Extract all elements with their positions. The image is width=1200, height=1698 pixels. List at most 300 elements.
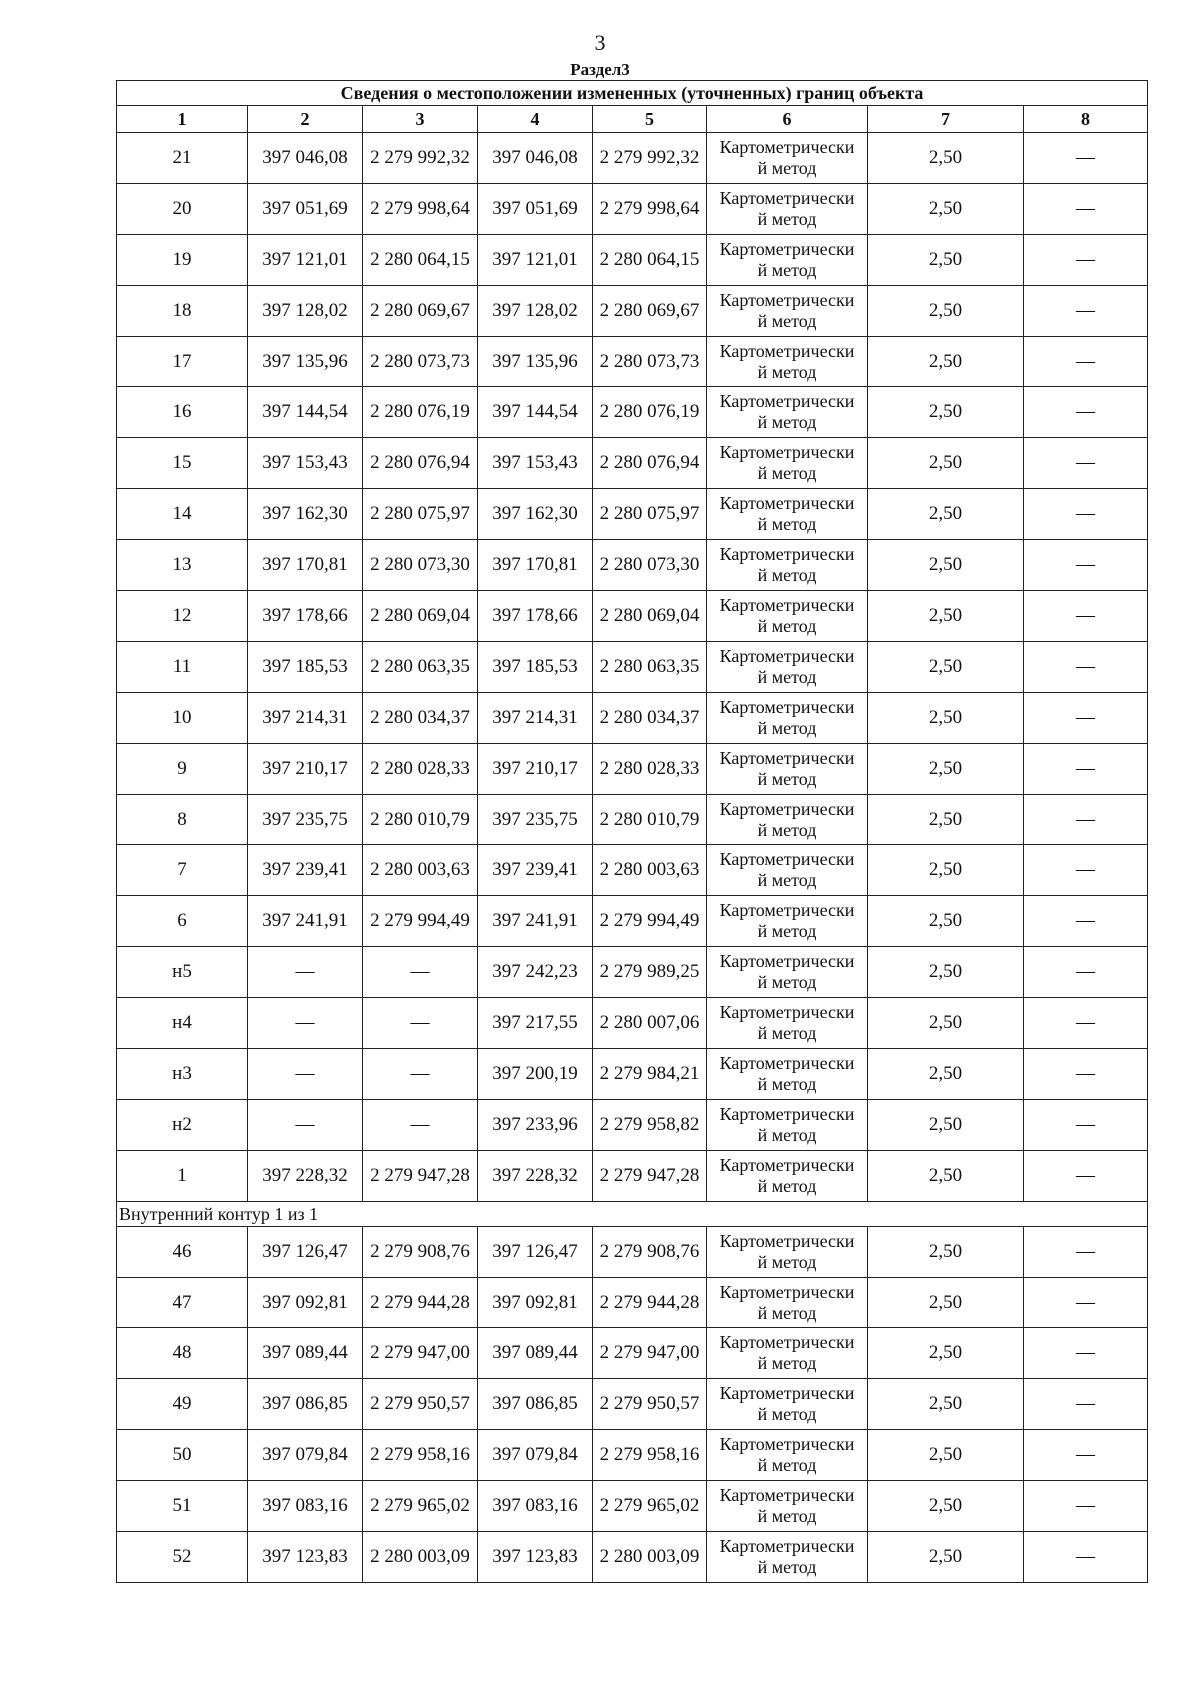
description-cell: — — [1024, 489, 1148, 540]
x-existing-cell: 397 178,66 — [248, 591, 363, 642]
description-cell: — — [1024, 133, 1148, 184]
method-cell — [707, 1328, 868, 1379]
method-text-line1: Картометрически — [719, 645, 855, 666]
table-row — [117, 336, 1148, 387]
method-text-line1: Картометрически — [719, 1002, 855, 1023]
point-number-cell: 15 — [117, 438, 248, 489]
x-new-cell: 397 123,83 — [478, 1532, 593, 1583]
y-new-cell: 2 280 073,30 — [593, 540, 707, 591]
method-text-line2: й метод — [757, 208, 817, 229]
column-number: 3 — [363, 106, 478, 133]
description-cell: — — [1024, 540, 1148, 591]
table-row — [117, 1328, 1148, 1379]
y-existing-cell: 2 279 947,00 — [363, 1328, 478, 1379]
table-caption: Сведения о местоположении измененных (уточненных) границ объекта — [117, 81, 1148, 106]
column-number: 1 — [117, 106, 248, 133]
x-new-cell: 397 170,81 — [478, 540, 593, 591]
description-cell: — — [1024, 1099, 1148, 1150]
table-row — [117, 1277, 1148, 1328]
x-new-cell: 397 144,54 — [478, 387, 593, 438]
table-row — [117, 641, 1148, 692]
x-new-cell: 397 185,53 — [478, 641, 593, 692]
description-cell: — — [1024, 998, 1148, 1049]
x-existing-cell: — — [248, 947, 363, 998]
x-new-cell: 397 092,81 — [478, 1277, 593, 1328]
x-existing-cell: 397 086,85 — [248, 1379, 363, 1430]
method-cell — [707, 591, 868, 642]
y-new-cell: 2 280 063,35 — [593, 641, 707, 692]
point-number-cell: 7 — [117, 845, 248, 896]
point-number-cell: 19 — [117, 234, 248, 285]
column-number: 2 — [248, 106, 363, 133]
method-cell — [707, 234, 868, 285]
description-cell: — — [1024, 234, 1148, 285]
method-text-line1: Картометрически — [719, 1485, 855, 1506]
description-cell: — — [1024, 1430, 1148, 1481]
y-existing-cell: 2 279 998,64 — [363, 183, 478, 234]
point-number-cell: н5 — [117, 947, 248, 998]
method-text-line1: Картометрически — [719, 289, 855, 310]
description-cell: — — [1024, 387, 1148, 438]
description-cell: — — [1024, 1328, 1148, 1379]
method-cell — [707, 1430, 868, 1481]
y-new-cell: 2 280 076,94 — [593, 438, 707, 489]
description-cell: — — [1024, 896, 1148, 947]
method-text-line1: Картометрически — [719, 187, 855, 208]
point-number-cell: 20 — [117, 183, 248, 234]
y-new-cell: 2 280 003,09 — [593, 1532, 707, 1583]
table-row — [117, 1532, 1148, 1583]
x-existing-cell: 397 079,84 — [248, 1430, 363, 1481]
x-existing-cell: 397 241,91 — [248, 896, 363, 947]
point-number-cell: 16 — [117, 387, 248, 438]
method-text-line2: й метод — [757, 514, 817, 535]
method-cell — [707, 743, 868, 794]
x-existing-cell: 397 239,41 — [248, 845, 363, 896]
method-text-line2: й метод — [757, 615, 817, 636]
method-text-line1: Картометрически — [719, 696, 855, 717]
x-existing-cell: 397 121,01 — [248, 234, 363, 285]
x-existing-cell: 397 128,02 — [248, 285, 363, 336]
y-existing-cell: 2 279 944,28 — [363, 1277, 478, 1328]
table-row — [117, 845, 1148, 896]
accuracy-cell: 2,50 — [868, 1277, 1024, 1328]
x-new-cell: 397 162,30 — [478, 489, 593, 540]
description-cell: — — [1024, 438, 1148, 489]
description-cell: — — [1024, 1277, 1148, 1328]
x-existing-cell: 397 089,44 — [248, 1328, 363, 1379]
column-number: 6 — [707, 106, 868, 133]
accuracy-cell: 2,50 — [868, 794, 1024, 845]
method-text-line2: й метод — [757, 310, 817, 331]
table-row — [117, 234, 1148, 285]
method-text-line1: Картометрически — [719, 1434, 855, 1455]
x-new-cell: 397 051,69 — [478, 183, 593, 234]
point-number-cell: 6 — [117, 896, 248, 947]
accuracy-cell: 2,50 — [868, 896, 1024, 947]
x-existing-cell: 397 170,81 — [248, 540, 363, 591]
table-row — [117, 1150, 1148, 1201]
method-cell — [707, 336, 868, 387]
x-new-cell: 397 200,19 — [478, 1049, 593, 1100]
x-existing-cell: 397 214,31 — [248, 692, 363, 743]
table-row — [117, 591, 1148, 642]
accuracy-cell: 2,50 — [868, 285, 1024, 336]
inner-contour-row — [117, 1201, 1148, 1226]
method-cell — [707, 947, 868, 998]
method-text-line2: й метод — [757, 717, 817, 738]
method-cell — [707, 1049, 868, 1100]
method-text-line1: Картометрически — [719, 1154, 855, 1175]
method-cell — [707, 1277, 868, 1328]
y-existing-cell: 2 280 063,35 — [363, 641, 478, 692]
y-new-cell: 2 280 028,33 — [593, 743, 707, 794]
accuracy-cell: 2,50 — [868, 540, 1024, 591]
method-cell — [707, 1481, 868, 1532]
x-existing-cell: 397 126,47 — [248, 1226, 363, 1277]
x-existing-cell: 397 153,43 — [248, 438, 363, 489]
y-existing-cell: 2 280 069,04 — [363, 591, 478, 642]
description-cell: — — [1024, 1481, 1148, 1532]
method-text-line1: Картометрически — [719, 136, 855, 157]
column-number: 8 — [1024, 106, 1148, 133]
y-existing-cell: — — [363, 1099, 478, 1150]
accuracy-cell: 2,50 — [868, 1150, 1024, 1201]
accuracy-cell: 2,50 — [868, 1099, 1024, 1150]
x-new-cell: 397 242,23 — [478, 947, 593, 998]
method-text-line2: й метод — [757, 1251, 817, 1272]
method-text-line2: й метод — [757, 921, 817, 942]
table-row — [117, 285, 1148, 336]
description-cell: — — [1024, 1379, 1148, 1430]
y-new-cell: 2 279 950,57 — [593, 1379, 707, 1430]
y-existing-cell: 2 279 950,57 — [363, 1379, 478, 1430]
method-text-line1: Картометрически — [719, 1535, 855, 1556]
method-cell — [707, 692, 868, 743]
description-cell: — — [1024, 692, 1148, 743]
x-existing-cell: 397 046,08 — [248, 133, 363, 184]
y-existing-cell: 2 279 947,28 — [363, 1150, 478, 1201]
method-text-line1: Картометрически — [719, 340, 855, 361]
method-text-line1: Картометрически — [719, 798, 855, 819]
y-new-cell: 2 280 034,37 — [593, 692, 707, 743]
x-new-cell: 397 235,75 — [478, 794, 593, 845]
method-text-line2: й метод — [757, 1404, 817, 1425]
table-row — [117, 133, 1148, 184]
description-cell: — — [1024, 591, 1148, 642]
x-new-cell: 397 086,85 — [478, 1379, 593, 1430]
x-new-cell: 397 083,16 — [478, 1481, 593, 1532]
table-row — [117, 489, 1148, 540]
description-cell: — — [1024, 845, 1148, 896]
x-existing-cell: 397 185,53 — [248, 641, 363, 692]
method-text-line2: й метод — [757, 972, 817, 993]
x-existing-cell: 397 083,16 — [248, 1481, 363, 1532]
x-existing-cell: — — [248, 1049, 363, 1100]
method-cell — [707, 1150, 868, 1201]
point-number-cell: 17 — [117, 336, 248, 387]
y-new-cell: 2 279 992,32 — [593, 133, 707, 184]
y-new-cell: 2 280 073,73 — [593, 336, 707, 387]
page-number: 3 — [594, 30, 606, 55]
point-number-cell: 9 — [117, 743, 248, 794]
x-existing-cell: — — [248, 998, 363, 1049]
description-cell: — — [1024, 336, 1148, 387]
x-existing-cell: 397 210,17 — [248, 743, 363, 794]
method-text-line1: Картометрически — [719, 238, 855, 259]
x-new-cell: 397 128,02 — [478, 285, 593, 336]
table-row — [117, 692, 1148, 743]
accuracy-cell: 2,50 — [868, 1379, 1024, 1430]
x-new-cell: 397 046,08 — [478, 133, 593, 184]
method-text-line2: й метод — [757, 1302, 817, 1323]
point-number-cell: 52 — [117, 1532, 248, 1583]
x-new-cell: 397 214,31 — [478, 692, 593, 743]
point-number-cell: 8 — [117, 794, 248, 845]
y-new-cell: 2 279 947,00 — [593, 1328, 707, 1379]
method-text-line2: й метод — [757, 412, 817, 433]
point-number-cell: 48 — [117, 1328, 248, 1379]
point-number-cell: 10 — [117, 692, 248, 743]
y-existing-cell: 2 280 069,67 — [363, 285, 478, 336]
method-text-line2: й метод — [757, 1175, 817, 1196]
y-existing-cell: 2 280 076,19 — [363, 387, 478, 438]
y-new-cell: 2 280 069,67 — [593, 285, 707, 336]
method-text-line1: Картометрически — [719, 391, 855, 412]
x-existing-cell: 397 162,30 — [248, 489, 363, 540]
accuracy-cell: 2,50 — [868, 641, 1024, 692]
table-row — [117, 387, 1148, 438]
description-cell: — — [1024, 183, 1148, 234]
description-cell: — — [1024, 947, 1148, 998]
y-existing-cell: 2 280 076,94 — [363, 438, 478, 489]
method-text-line2: й метод — [757, 1124, 817, 1145]
description-cell: — — [1024, 285, 1148, 336]
accuracy-cell: 2,50 — [868, 1328, 1024, 1379]
inner-contour-label: Внутренний контур 1 из 1 — [117, 1201, 1148, 1226]
x-existing-cell: 397 092,81 — [248, 1277, 363, 1328]
point-number-cell: 14 — [117, 489, 248, 540]
table-row — [117, 743, 1148, 794]
x-new-cell: 397 079,84 — [478, 1430, 593, 1481]
method-text-line1: Картометрически — [719, 1103, 855, 1124]
y-existing-cell: — — [363, 947, 478, 998]
y-new-cell: 2 280 007,06 — [593, 998, 707, 1049]
x-existing-cell: 397 051,69 — [248, 183, 363, 234]
method-text-line2: й метод — [757, 870, 817, 891]
table-row — [117, 1099, 1148, 1150]
point-number-cell: н3 — [117, 1049, 248, 1100]
y-existing-cell: 2 280 075,97 — [363, 489, 478, 540]
method-text-line1: Картометрически — [719, 1230, 855, 1251]
method-text-line2: й метод — [757, 1506, 817, 1527]
method-cell — [707, 641, 868, 692]
y-existing-cell: 2 279 965,02 — [363, 1481, 478, 1532]
y-existing-cell: 2 279 994,49 — [363, 896, 478, 947]
point-number-cell: 47 — [117, 1277, 248, 1328]
x-new-cell: 397 089,44 — [478, 1328, 593, 1379]
table-row — [117, 794, 1148, 845]
point-number-cell: 11 — [117, 641, 248, 692]
y-new-cell: 2 280 069,04 — [593, 591, 707, 642]
method-text-line1: Картометрически — [719, 442, 855, 463]
method-text-line2: й метод — [757, 463, 817, 484]
table-row — [117, 1049, 1148, 1100]
method-text-line2: й метод — [757, 361, 817, 382]
method-text-line1: Картометрически — [719, 951, 855, 972]
x-new-cell: 397 178,66 — [478, 591, 593, 642]
y-new-cell: 2 279 947,28 — [593, 1150, 707, 1201]
method-text-line1: Картометрически — [719, 493, 855, 514]
point-number-cell: 13 — [117, 540, 248, 591]
point-number-cell: 50 — [117, 1430, 248, 1481]
accuracy-cell: 2,50 — [868, 489, 1024, 540]
method-cell — [707, 489, 868, 540]
boundary-coordinates-table — [116, 80, 1148, 1583]
x-new-cell: 397 135,96 — [478, 336, 593, 387]
point-number-cell: 49 — [117, 1379, 248, 1430]
y-new-cell: 2 280 003,63 — [593, 845, 707, 896]
method-cell — [707, 794, 868, 845]
x-new-cell: 397 228,32 — [478, 1150, 593, 1201]
table-row — [117, 1430, 1148, 1481]
y-new-cell: 2 279 989,25 — [593, 947, 707, 998]
method-text-line1: Картометрически — [719, 900, 855, 921]
x-new-cell: 397 126,47 — [478, 1226, 593, 1277]
point-number-cell: н2 — [117, 1099, 248, 1150]
method-text-line2: й метод — [757, 819, 817, 840]
accuracy-cell: 2,50 — [868, 438, 1024, 489]
x-new-cell: 397 241,91 — [478, 896, 593, 947]
method-text-line1: Картометрически — [719, 1052, 855, 1073]
method-cell — [707, 183, 868, 234]
x-new-cell: 397 217,55 — [478, 998, 593, 1049]
point-number-cell: н4 — [117, 998, 248, 1049]
y-new-cell: 2 279 908,76 — [593, 1226, 707, 1277]
method-text-line2: й метод — [757, 768, 817, 789]
y-new-cell: 2 279 998,64 — [593, 183, 707, 234]
table-row — [117, 896, 1148, 947]
accuracy-cell: 2,50 — [868, 1481, 1024, 1532]
y-new-cell: 2 279 958,16 — [593, 1430, 707, 1481]
method-cell — [707, 845, 868, 896]
y-existing-cell: 2 280 028,33 — [363, 743, 478, 794]
column-number: 4 — [478, 106, 593, 133]
method-text-line2: й метод — [757, 157, 817, 178]
y-existing-cell: 2 280 010,79 — [363, 794, 478, 845]
method-text-line2: й метод — [757, 1073, 817, 1094]
accuracy-cell: 2,50 — [868, 998, 1024, 1049]
method-cell — [707, 1532, 868, 1583]
method-text-line1: Картометрически — [719, 594, 855, 615]
y-new-cell: 2 280 010,79 — [593, 794, 707, 845]
method-text-line1: Картометрически — [719, 747, 855, 768]
method-cell — [707, 896, 868, 947]
accuracy-cell: 2,50 — [868, 591, 1024, 642]
method-cell — [707, 1379, 868, 1430]
method-cell — [707, 540, 868, 591]
accuracy-cell: 2,50 — [868, 1226, 1024, 1277]
point-number-cell: 18 — [117, 285, 248, 336]
point-number-cell: 12 — [117, 591, 248, 642]
method-cell — [707, 387, 868, 438]
method-text-line1: Картометрически — [719, 1281, 855, 1302]
method-cell — [707, 133, 868, 184]
method-cell — [707, 285, 868, 336]
y-existing-cell: 2 279 992,32 — [363, 133, 478, 184]
table-row — [117, 998, 1148, 1049]
x-existing-cell: 397 228,32 — [248, 1150, 363, 1201]
method-text-line1: Картометрически — [719, 544, 855, 565]
y-new-cell: 2 280 076,19 — [593, 387, 707, 438]
accuracy-cell: 2,50 — [868, 234, 1024, 285]
x-existing-cell: 397 144,54 — [248, 387, 363, 438]
method-text-line1: Картометрически — [719, 849, 855, 870]
description-cell: — — [1024, 1532, 1148, 1583]
method-text-line2: й метод — [757, 259, 817, 280]
x-new-cell: 397 153,43 — [478, 438, 593, 489]
table-row — [117, 183, 1148, 234]
y-new-cell: 2 279 994,49 — [593, 896, 707, 947]
method-cell — [707, 1226, 868, 1277]
accuracy-cell: 2,50 — [868, 133, 1024, 184]
table-row — [117, 1481, 1148, 1532]
y-new-cell: 2 279 984,21 — [593, 1049, 707, 1100]
x-existing-cell: 397 235,75 — [248, 794, 363, 845]
section-title: Раздел3 — [570, 60, 630, 79]
y-new-cell: 2 279 944,28 — [593, 1277, 707, 1328]
y-existing-cell: 2 279 908,76 — [363, 1226, 478, 1277]
method-text-line2: й метод — [757, 1353, 817, 1374]
accuracy-cell: 2,50 — [868, 692, 1024, 743]
x-existing-cell: 397 123,83 — [248, 1532, 363, 1583]
accuracy-cell: 2,50 — [868, 1049, 1024, 1100]
method-cell — [707, 998, 868, 1049]
method-text-line1: Картометрически — [719, 1332, 855, 1353]
y-existing-cell: 2 280 073,30 — [363, 540, 478, 591]
accuracy-cell: 2,50 — [868, 387, 1024, 438]
table-row — [117, 1379, 1148, 1430]
column-number: 7 — [868, 106, 1024, 133]
table-row — [117, 947, 1148, 998]
y-new-cell: 2 279 958,82 — [593, 1099, 707, 1150]
point-number-cell: 46 — [117, 1226, 248, 1277]
accuracy-cell: 2,50 — [868, 845, 1024, 896]
accuracy-cell: 2,50 — [868, 336, 1024, 387]
y-new-cell: 2 279 965,02 — [593, 1481, 707, 1532]
method-cell — [707, 1099, 868, 1150]
description-cell: — — [1024, 1150, 1148, 1201]
x-new-cell: 397 121,01 — [478, 234, 593, 285]
method-text-line2: й метод — [757, 1455, 817, 1476]
x-new-cell: 397 233,96 — [478, 1099, 593, 1150]
method-cell — [707, 438, 868, 489]
accuracy-cell: 2,50 — [868, 947, 1024, 998]
description-cell: — — [1024, 1226, 1148, 1277]
method-text-line2: й метод — [757, 565, 817, 586]
x-existing-cell: 397 135,96 — [248, 336, 363, 387]
column-number-row — [117, 106, 1148, 133]
description-cell: — — [1024, 794, 1148, 845]
y-existing-cell: — — [363, 998, 478, 1049]
y-new-cell: 2 280 064,15 — [593, 234, 707, 285]
column-number: 5 — [593, 106, 707, 133]
description-cell: — — [1024, 1049, 1148, 1100]
description-cell: — — [1024, 641, 1148, 692]
method-text-line2: й метод — [757, 666, 817, 687]
table-row — [117, 1226, 1148, 1277]
method-text-line1: Картометрически — [719, 1383, 855, 1404]
